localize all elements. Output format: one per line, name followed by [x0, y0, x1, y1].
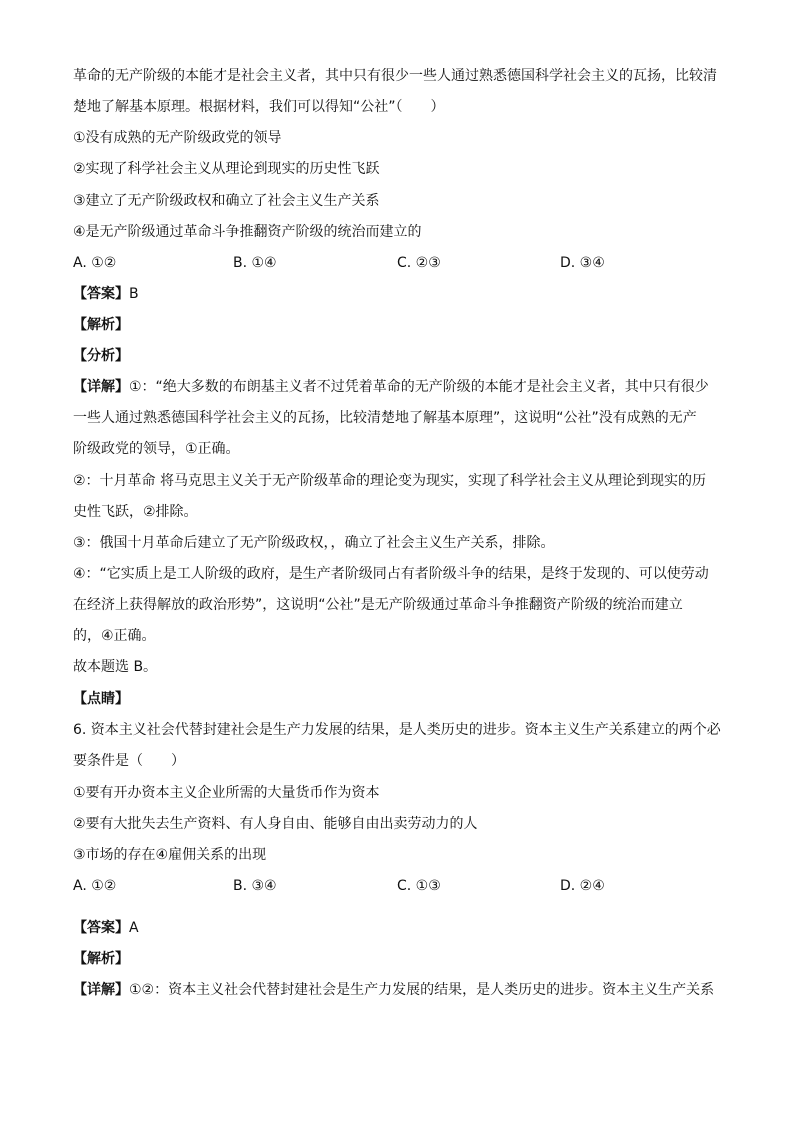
- q6-detail-text-1: ①②：资本主义社会代替封建社会是生产力发展的结果，是人类历史的进步。资本主义生产关系: [129, 982, 715, 998]
- q5-analysis-tag: 【解析】: [73, 317, 129, 333]
- q5-detail-line-8: 在经济上获得解放的政治形势”，这说明“公社”是无产阶级通过革命斗争推翻资产阶级的统治而建立: [73, 597, 683, 613]
- q6-stem-line-1: 6. 资本主义社会代替封建社会是生产力发展的结果，是人类历史的进步。资本主义生产关系建立的两个必: [73, 722, 721, 738]
- q5-dianjing-tag: 【点睛】: [73, 691, 129, 707]
- q6-option-a: A. ①②: [73, 878, 117, 894]
- q6-detail-line-1: [73, 980, 714, 1000]
- q5-conclusion: 故本题选 B。: [73, 659, 158, 675]
- q5-detail-line-3: 阶级政党的领导，①正确。: [73, 441, 240, 457]
- q5-detail-text-1: ①：“绝大多数的布朗基主义者不过凭着革命的无产阶级的本能才是社会主义者，其中只有很少: [129, 379, 709, 395]
- q5-fenxi-tag: 【分析】: [73, 348, 129, 364]
- q6-analysis-tag: 【解析】: [73, 951, 129, 967]
- q5-option-b: B. ①④: [233, 255, 277, 271]
- q5-detail-line-6: ③：俄国十月革命后建立了无产阶级政权，，确立了社会主义生产关系，排除。: [73, 535, 555, 551]
- q6-option-c: C. ①③: [397, 878, 441, 894]
- q6-statement-3: ③市场的存在④雇佣关系的出现: [73, 847, 267, 863]
- q5-stem-line-2: 楚地了解基本原理。根据材料，我们可以得知“公社”（ ）: [73, 99, 445, 115]
- q6-answer: [73, 918, 139, 938]
- q5-detail-line-2: 一些人通过熟悉德国科学社会主义的瓦扬，比较清楚地了解基本原理”，这说明“公社”没有成熟的无产: [73, 410, 697, 426]
- q5-detail-line-7: ④：“它实质上是工人阶级的政府，是生产者阶级同占有者阶级斗争的结果，是终于发现的、可以使劳动: [73, 566, 709, 582]
- q5-statement-2: ②实现了科学社会主义从理论到现实的历史性飞跃: [73, 161, 380, 177]
- q5-statement-1: ①没有成熟的无产阶级政党的领导: [73, 130, 282, 146]
- q5-detail-line-4: ②：十月革命 将马克思主义关于无产阶级革命的理论变为现实，实现了科学社会主义从理论到现实的历: [73, 473, 706, 489]
- q5-detail-line-1: [73, 377, 709, 397]
- q5-statement-4: ④是无产阶级通过革命斗争推翻资产阶级的统治而建立的: [73, 224, 422, 240]
- q6-answer-value: A: [129, 920, 139, 936]
- q5-detail-line-9: 的，④正确。: [73, 628, 156, 644]
- q5-answer-value: B: [129, 286, 139, 302]
- q5-answer-tag: 【答案】: [73, 286, 129, 302]
- q6-statement-1: ①要有开办资本主义企业所需的大量货币作为资本: [73, 785, 380, 801]
- q5-detail-line-5: 史性飞跃，②排除。: [73, 504, 198, 520]
- q5-option-c: C. ②③: [397, 255, 441, 271]
- q6-answer-tag: 【答案】: [73, 920, 129, 936]
- q6-statement-2: ②要有大批失去生产资料、有人身自由、能够自由出卖劳动力的人: [73, 816, 478, 832]
- q5-option-d: D. ③④: [560, 255, 605, 271]
- q6-detail-tag: 【详解】: [73, 982, 129, 998]
- q5-answer: [73, 284, 139, 304]
- q6-option-b: B. ③④: [233, 878, 277, 894]
- q6-option-d: D. ②④: [560, 878, 605, 894]
- q5-option-a: A. ①②: [73, 255, 117, 271]
- q5-stem-line-1: 革命的无产阶级的本能才是社会主义者，其中只有很少一些人通过熟悉德国科学社会主义的瓦扬，比较清: [73, 68, 717, 84]
- q5-detail-tag: 【详解】: [73, 379, 129, 395]
- q5-statement-3: ③建立了无产阶级政权和确立了社会主义生产关系: [73, 193, 380, 209]
- q6-stem-line-2: 要条件是（ ）: [73, 753, 185, 769]
